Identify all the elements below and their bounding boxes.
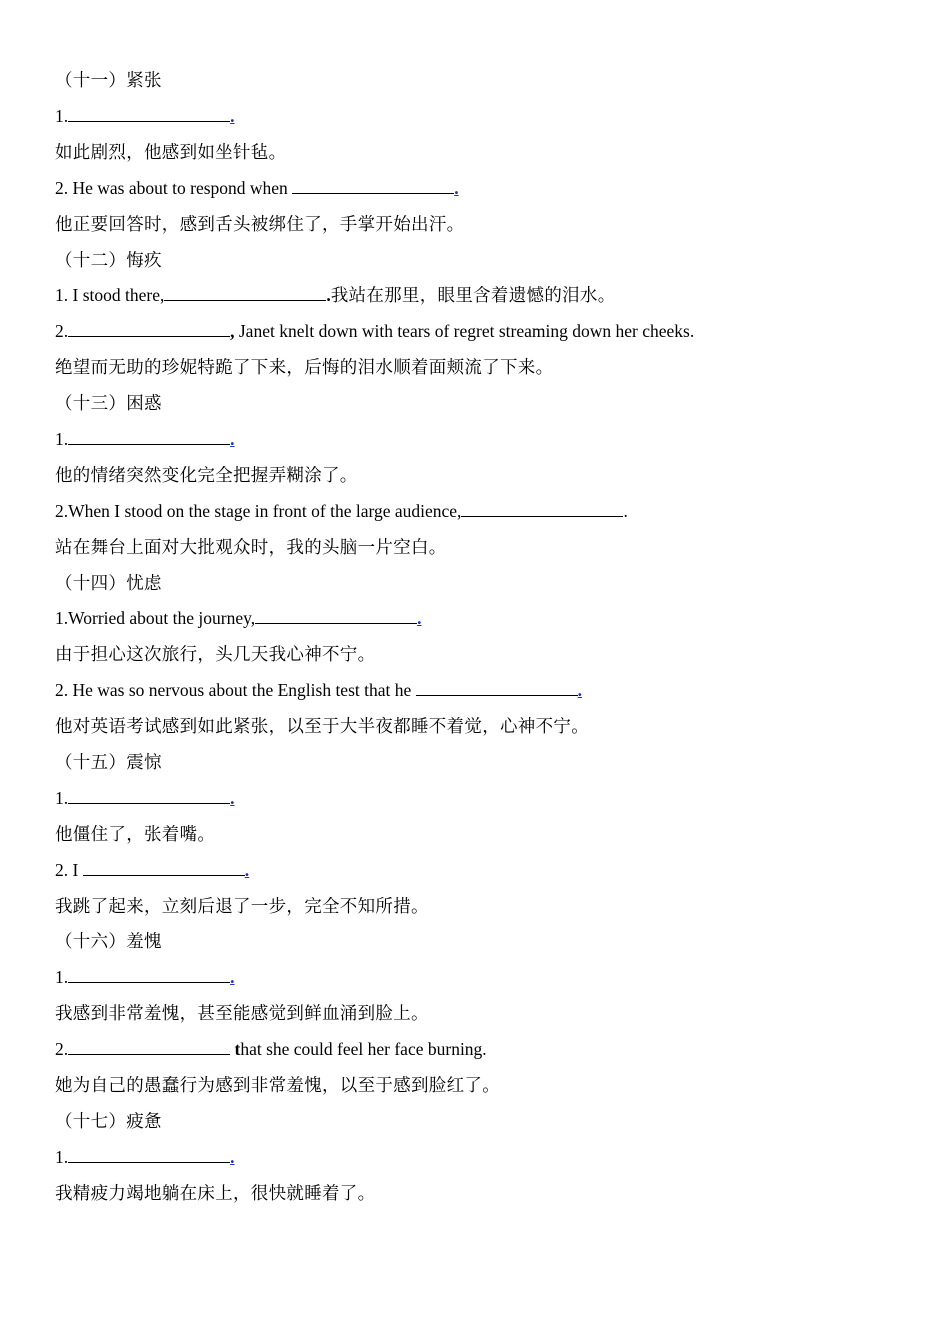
exercise-prefix: 2.	[55, 1039, 69, 1059]
exercise-prefix: 1. I stood there,	[55, 285, 165, 305]
exercise-line	[55, 857, 249, 883]
exercise-line	[55, 785, 235, 811]
exercise-line	[55, 605, 421, 631]
exercise-comma: ,	[230, 321, 235, 341]
translation-text: 他的情绪突然变化完全把握弄糊涂了。	[55, 465, 358, 485]
exercise-period: .	[230, 429, 235, 449]
translation-text: 他僵住了，张着嘴。	[55, 824, 216, 844]
translation-text: 站在舞台上面对大批观众时，我的头脑一片空白。	[55, 537, 447, 557]
exercise-prefix: 1.Worried about the journey,	[55, 608, 256, 628]
exercise-suffix-bold: t	[234, 1039, 241, 1059]
exercise-line	[55, 175, 459, 201]
exercise-line	[55, 318, 694, 344]
exercise-period: .	[244, 860, 250, 880]
answer-blank[interactable]	[68, 1145, 230, 1163]
exercise-period: .	[230, 788, 235, 808]
translation-text: 绝望而无助的珍妮特跪了下来，后悔的泪水顺着面颊流了下来。	[55, 357, 554, 377]
exercise-line	[55, 1036, 487, 1062]
exercise-period: .	[230, 967, 235, 987]
exercise-prefix: 2. He was so nervous about the English test that he	[55, 680, 416, 700]
exercise-period: .	[454, 178, 459, 198]
exercise-suffix: hat she could feel her face burning.	[240, 1039, 487, 1059]
section-heading: （十五）震惊	[55, 752, 162, 772]
answer-blank[interactable]	[292, 176, 454, 194]
exercise-line	[55, 498, 628, 524]
answer-blank[interactable]	[416, 678, 578, 696]
translation-text: 我精疲力竭地躺在床上，很快就睡着了。	[55, 1183, 376, 1203]
translation-text: 她为自己的愚蠢行为感到非常羞愧，以至于感到脸红了。	[55, 1075, 500, 1095]
exercise-line	[55, 426, 235, 452]
exercise-suffix: Janet knelt down with tears of regret streaming down her cheeks.	[234, 321, 695, 341]
section-heading: （十七）疲惫	[55, 1111, 162, 1131]
exercise-period: .	[417, 608, 422, 628]
exercise-prefix: 1.	[55, 106, 69, 126]
exercise-prefix: 1.	[55, 429, 69, 449]
section-heading: （十三）困惑	[55, 393, 162, 413]
translation-text: 他对英语考试感到如此紧张，以至于大半夜都睡不着觉，心神不宁。	[55, 716, 589, 736]
exercise-prefix: 1.	[55, 788, 69, 808]
answer-blank[interactable]	[68, 786, 230, 804]
section-heading: （十四）忧虑	[55, 573, 162, 593]
answer-blank[interactable]	[68, 965, 230, 983]
exercise-line	[55, 282, 616, 308]
translation-text: 我感到非常羞愧，甚至能感觉到鲜血涌到脸上。	[55, 1003, 429, 1023]
answer-blank[interactable]	[68, 319, 230, 337]
exercise-period: .	[230, 106, 235, 126]
answer-blank[interactable]	[68, 427, 230, 445]
exercise-line	[55, 964, 235, 990]
exercise-prefix: 2. He was about to respond when	[55, 178, 293, 198]
exercise-prefix: 2.When I stood on the stage in front of the large audience,	[55, 501, 462, 521]
exercise-period: .	[230, 1147, 235, 1167]
section-heading: （十一）紧张	[55, 70, 162, 90]
answer-blank[interactable]	[68, 104, 230, 122]
answer-blank[interactable]	[68, 1037, 230, 1055]
exercise-period: .	[326, 285, 331, 305]
inline-translation: 我站在那里，眼里含着遗憾的泪水。	[330, 285, 616, 305]
exercise-prefix: 2.	[55, 321, 69, 341]
exercise-line	[55, 1144, 235, 1170]
exercise-period: .	[577, 680, 583, 700]
answer-blank[interactable]	[461, 499, 623, 517]
section-heading: （十六）羞愧	[55, 931, 162, 951]
exercise-prefix: 1.	[55, 967, 69, 987]
answer-blank[interactable]	[255, 606, 417, 624]
exercise-line	[55, 103, 235, 129]
translation-text: 我跳了起来，立刻后退了一步，完全不知所措。	[55, 896, 429, 916]
translation-text: 他正要回答时，感到舌头被绑住了，手掌开始出汗。	[55, 214, 465, 234]
translation-text: 如此剧烈，他感到如坐针毡。	[55, 142, 287, 162]
answer-blank[interactable]	[164, 283, 326, 301]
answer-blank[interactable]	[83, 858, 245, 876]
exercise-line	[55, 677, 582, 703]
translation-text: 由于担心这次旅行，头几天我心神不宁。	[55, 644, 376, 664]
exercise-prefix: 2. I	[55, 860, 83, 880]
exercise-period: .	[623, 501, 628, 521]
exercise-prefix: 1.	[55, 1147, 69, 1167]
section-heading: （十二）悔疚	[55, 250, 162, 270]
